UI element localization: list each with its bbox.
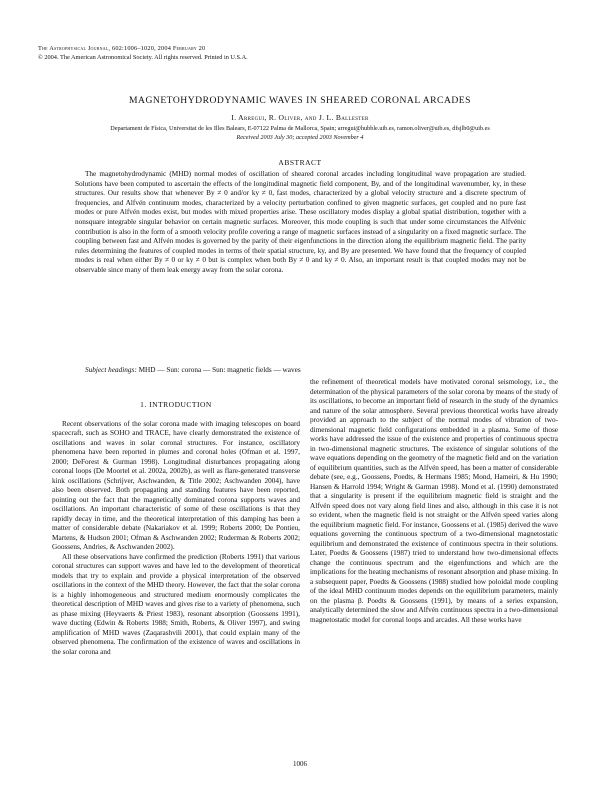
subject-headings — [75, 366, 526, 376]
body-paragraph: the refinement of theoretical models have motivated coronal seismology, i.e., the determination of the physical parameters of the solar corona by means of the study of its oscillations, to become an important field of research in the study of the dynamics and nature of the solar atmosphere. Several previous theoretical works have already provided an approach to the subject of the normal modes of vibration of two-dimensional magnetic field configurations embedded in a plasma. Some of those works have addressed the issue of the existence and properties of continuous spectra in two-dimensional magnetic structures. The existence of singular solutions of the wave equations depending on the geometry of the magnetic field and on the variation of equilibrium quantities, such as the Alfvén speed, has been a matter of considerable debate (see, e.g., Goossens, Poedts, & Hermans 1985; Mond, Hameiri, & Hu 1990; Hansen & Harrold 1994; Wright & Garman 1998). Mond et al. (1990) demonstrated that a singularity is present if the equilibrium magnetic field is straight and the Alfvén speed does not vary along field lines and also, although in this case it is not so evident, when the magnetic field is not straight or the Alfvén speed varies along the equilibrium magnetic field. For instance, Goossens et al. (1985) derived the wave equations governing the continuous spectrum of a two-dimensional magnetostatic equilibrium and demonstrated the existence of continuous spectra in their solutions. Later, Poedts & Goossens (1987) tried to understand how two-dimensional effects change the continuous spectrum and the eigenfunctions and which are the implications for the heating mechanisms of resonant absorption and phase mixing. In a subsequent paper, Poedts & Goossens (1988) studied how poloidal mode coupling of the ideal MHD continuum modes depends on the equilibrium parameters, mainly on the plasma β. Poedts & Goossens (1991), by means of a series expansion, analytically determined the slow and Alfvén continuous spectra in a two-dimensional magnetostatic model for coronal loops and arcades. All these works have — [310, 378, 558, 624]
right-column — [310, 378, 558, 625]
affiliation: Departament de Física, Universitat de les Illes Balears, E-07122 Palma de Mallorca, Spain; arregui@hubble.uib.es, ramon.oliver@uib.es, dfsjlb0@uib.es — [110, 125, 490, 132]
page-number: 1006 — [293, 760, 307, 768]
abstract-heading: ABSTRACT — [278, 158, 322, 167]
running-header — [38, 44, 248, 62]
section-heading: 1. INTRODUCTION — [140, 400, 212, 409]
journal-citation: The Astrophysical Journal, 602:1006–1020, 2004 February 20 — [38, 45, 206, 52]
copyright-line: © 2004. The American Astronomical Society. All rights reserved. Printed in U.S.A. — [38, 54, 248, 61]
body-paragraph: All these observations have confirmed the prediction (Roberts 1991) that various coronal structures can support waves and have led to the development of theoretical models that try to explain and provide a physical interpretation of the observed oscillations in the context of the MHD theory. However, the fact that the solar corona is a highly inhomogeneous and structured medium enormously complicates the theoretical description of MHD waves and gives rise to a variety of phenomena, such as phase mixing (Heyvaerts & Priest 1983), resonant absorption (Goossens 1991), wave ducting (Edwin & Roberts 1988; Smith, Roberts, & Oliver 1997), and swing amplification of MHD waves (Zaqarashvili 2001), that could explain many of the observed phenomena. The confirmation of the existence of waves and oscillations in the solar corona and — [52, 552, 300, 656]
subject-headings-text: MHD — Sun: corona — Sun: magnetic fields — waves — [136, 366, 301, 374]
subject-headings-label: Subject headings: — [85, 366, 137, 374]
author-list: I. Arregui, R. Oliver, and J. L. Ballester — [231, 113, 369, 122]
left-column — [52, 400, 300, 657]
abstract-text: The magnetohydrodynamic (MHD) normal modes of oscillation of sheared coronal arcades including longitudinal wave propagation are studied. Solutions have been computed to ascertain the effects of the longitudinal magnetic field component, By, and of the longitudinal wavenumber, ky, in these structures. Our results show that whenever By ≠ 0 and/or ky ≠ 0, fast modes, characterized by a global velocity structure and a discrete spectrum of frequencies, and Alfvén continuum modes, characterized by a velocity perturbation confined to given magnetic surfaces, get coupled and no pure fast modes or pure Alfvén modes exist, but modes with mixed properties arise. These oscillatory modes display a global spatial distribution, together with a nonsquare integrable singular behavior on certain magnetic surfaces. Moreover, this mode coupling is such that under some circumstances the Alfvénic contribution is also in the form of a smooth velocity profile covering a range of magnetic surfaces instead of a singularity on a fixed magnetic surface. The coupling between fast and Alfvén modes is governed by the parity of their eigenfunctions in the direction along the equilibrium magnetic field. The parity rules determining the features of coupled modes in terms of their spatial structure, ky, and By are presented. We have found that the frequency of coupled modes is real when either By ≠ 0 or ky ≠ 0 but is complex when both By ≠ 0 and ky ≠ 0. Also, an important result is that coupled modes may not be observable since many of them leak energy away from the solar corona. — [75, 170, 526, 274]
received-dates: Received 2003 July 30; accepted 2003 November 4 — [236, 134, 364, 141]
paper-title: MAGNETOHYDRODYNAMIC WAVES IN SHEARED CORONAL ARCADES — [129, 95, 471, 106]
body-paragraph: Recent observations of the solar corona made with imaging telescopes on board spacecraft, such as SOHO and TRACE, have clearly demonstrated the existence of oscillations and waves in solar coronal structures. For instance, oscillatory phenomena have been reported in plumes and coronal holes (Ofman et al. 1997, 2000; DeForest & Gurman 1998). Longitudinal disturbances propagating along coronal loops (De Moortel et al. 2002a, 2002b), as well as flare-generated transverse kink oscillations (Schrijver, Aschwanden, & Title 2002; Aschwanden 2004), have also been observed. Both propagating and standing features have been reported, pointing out the fact that the magnetically dominated corona supports waves and oscillations. An important characteristic of some of these oscillations is that they rapidly decay in time, and the theoretical interpretation of this damping has been a matter of considerable debate (Nakariakov et al. 1999; Roberts 2000; De Pontieu, Martens, & Hudson 2001; Ofman & Aschwanden 2002; Ruderman & Roberts 2002; Goossens, Andries, & Aschwanden 2002). — [52, 419, 300, 551]
